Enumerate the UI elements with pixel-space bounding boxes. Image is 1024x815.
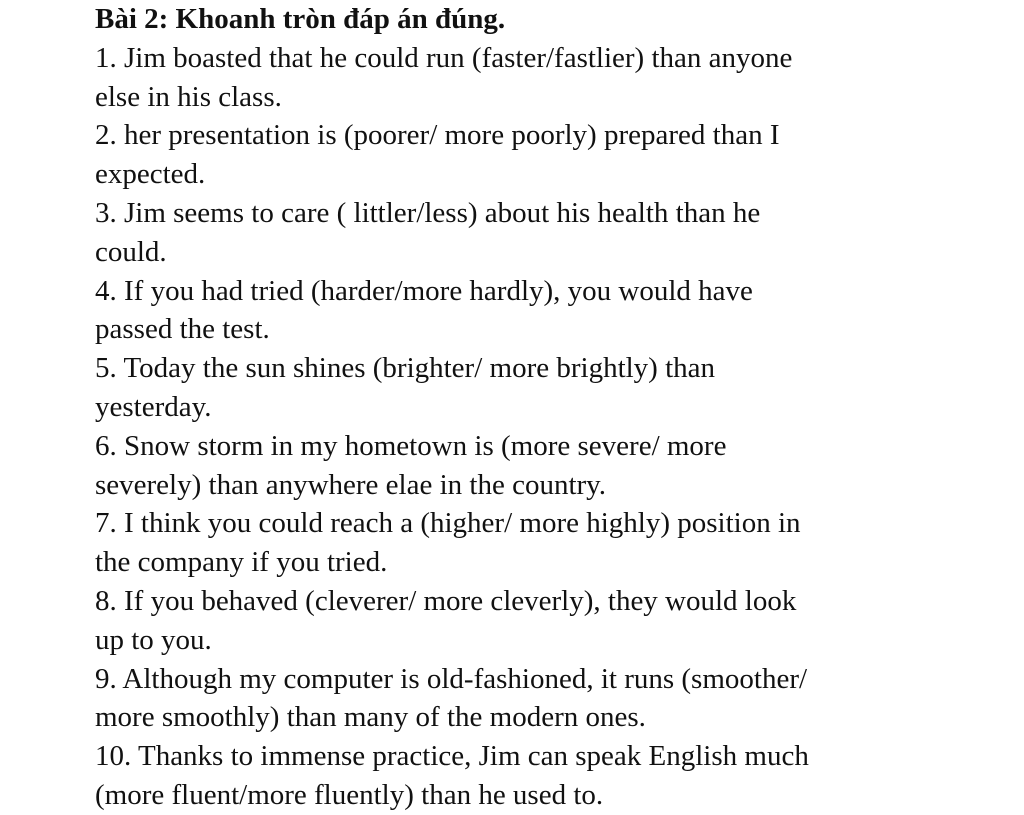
exercise-line: expected. (95, 158, 206, 191)
exercise-document (95, 0, 1010, 815)
exercise-line: 8. If you behaved (cleverer/ more cleverly), they would look (95, 584, 797, 617)
exercise-line: 5. Today the sun shines (brighter/ more brightly) than (95, 352, 716, 385)
exercise-line: more smoothly) than many of the modern ones. (95, 701, 646, 734)
exercise-line: 1. Jim boasted that he could run (faster/fastlier) than anyone (95, 41, 793, 74)
exercise-line: 9. Although my computer is old-fashioned, it runs (smoother/ (95, 662, 808, 695)
exercise-line: 6. Snow storm in my hometown is (more severe/ more (95, 429, 727, 462)
exercise-line: 3. Jim seems to care ( littler/less) about his health than he (95, 196, 761, 229)
exercise-line: could. (95, 235, 167, 268)
exercise-line: else in his class. (95, 80, 282, 113)
exercise-line: (more fluent/more fluently) than he used to. (95, 778, 604, 811)
exercise-title: Bài 2: Khoanh tròn đáp án đúng. (95, 3, 506, 35)
exercise-line: 2. her presentation is (poorer/ more poorly) prepared than I (95, 119, 780, 152)
exercise-line: passed the test. (95, 313, 270, 346)
exercise-line: the company if you tried. (95, 546, 388, 579)
exercise-line: yesterday. (95, 390, 212, 423)
exercise-line: up to you. (95, 623, 212, 656)
exercise-line: 10. Thanks to immense practice, Jim can speak English much (95, 740, 809, 773)
exercise-line: 7. I think you could reach a (higher/ more highly) position in (95, 507, 801, 540)
exercise-line: severely) than anywhere elae in the country. (95, 468, 607, 501)
exercise-line: 4. If you had tried (harder/more hardly), you would have (95, 274, 753, 307)
